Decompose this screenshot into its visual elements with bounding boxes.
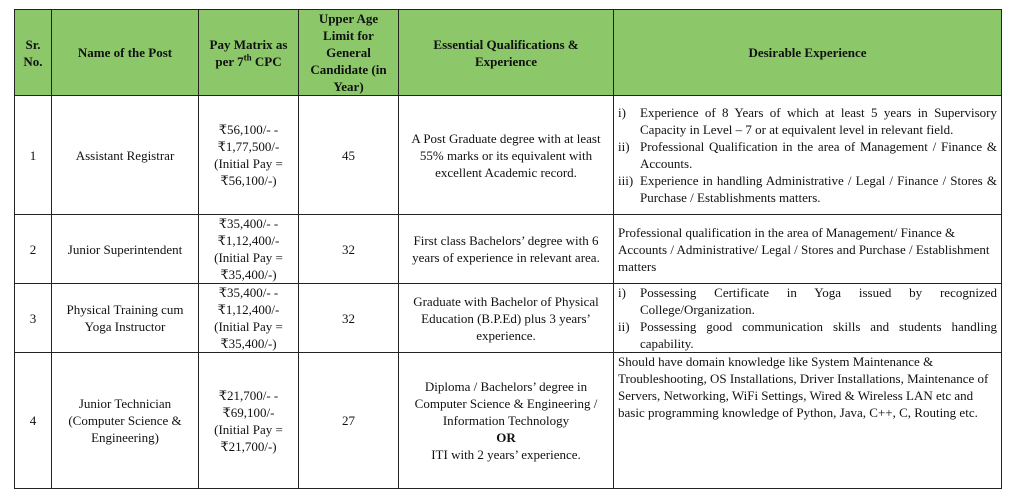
pay-line: ₹35,400/-)	[220, 336, 277, 351]
pay-line: ₹1,12,400/-	[217, 233, 280, 248]
cell-age-limit: 32	[299, 284, 399, 353]
cell-sr-no: 4	[15, 353, 52, 489]
cell-sr-no: 1	[15, 96, 52, 215]
pay-line: (Initial Pay =	[214, 319, 283, 334]
pay-line: ₹21,700/- -	[218, 387, 279, 403]
pay-line: ₹35,400/- -	[218, 216, 279, 231]
cell-desirable-experience	[614, 284, 1002, 353]
cell-post-name: Assistant Registrar	[52, 96, 199, 215]
cell-sr-no: 3	[15, 284, 52, 353]
header-desirable-experience: Desirable Experience	[614, 10, 1002, 96]
header-sr-no: Sr. No.	[15, 10, 52, 96]
cell-sr-no: 2	[15, 215, 52, 284]
cell-pay-matrix	[199, 284, 299, 353]
header-age-limit: Upper Age Limit for General Candidate (in Year)	[299, 10, 399, 96]
cell-post-name: Junior Superintendent	[52, 215, 199, 284]
table-row	[15, 284, 1002, 353]
cell-qualifications: A Post Graduate degree with at least 55% marks or its equivalent with excellent Academic record.	[399, 96, 614, 215]
header-row	[15, 10, 1002, 96]
list-item: i) Possessing Certificate in Yoga issued by recognized College/Organization.	[618, 285, 997, 317]
pay-line: (Initial Pay =	[214, 421, 283, 437]
pay-line: ₹69,100/-	[222, 404, 275, 420]
qualification-text: Diploma / Bachelors’ degree in Computer Science & Engineering / Information Technology	[414, 379, 598, 428]
cell-post-name: Physical Training cum Yoga Instructor	[52, 284, 199, 353]
pay-line: ₹56,100/-)	[220, 173, 277, 188]
table-row	[15, 353, 1002, 489]
header-qualifications: Essential Qualifications & Experience	[399, 10, 614, 96]
cell-desirable-experience: Professional qualification in the area of Management/ Finance & Accounts / Administrative/ Legal / Stores and Purchase / Establishment matters	[614, 215, 1002, 284]
cell-qualifications: Graduate with Bachelor of Physical Education (B.P.Ed) plus 3 years’ experience.	[399, 284, 614, 353]
cell-age-limit: 27	[299, 353, 399, 489]
qualification-or: OR	[496, 430, 516, 445]
list-item: ii) Possessing good communication skills and students handling capability.	[618, 319, 997, 351]
pay-line: ₹35,400/- -	[218, 285, 279, 300]
list-item: iii) Experience in handling Administrative / Legal / Finance / Stores & Purchase / Establishments matters.	[618, 173, 997, 205]
cell-qualifications	[399, 353, 614, 489]
pay-line: (Initial Pay =	[214, 250, 283, 265]
cell-age-limit: 32	[299, 215, 399, 284]
list-item: i) Experience of 8 Years of which at least 5 years in Supervisory Capacity in Level – 7 or at equivalent level in relevant field.	[618, 105, 997, 137]
cell-desirable-experience	[614, 96, 1002, 215]
cell-pay-matrix	[199, 353, 299, 489]
header-pay-matrix: Pay Matrix as per 7th CPC	[199, 10, 299, 96]
cell-age-limit: 45	[299, 96, 399, 215]
qualification-text: ITI with 2 years’ experience.	[431, 447, 581, 462]
cell-qualifications: First class Bachelors’ degree with 6 years of experience in relevant area.	[399, 215, 614, 284]
cell-pay-matrix	[199, 215, 299, 284]
cell-pay-matrix	[199, 96, 299, 215]
header-post-name: Name of the Post	[52, 10, 199, 96]
table-row	[15, 96, 1002, 215]
pay-line: ₹35,400/-)	[220, 267, 277, 282]
pay-line: ₹1,77,500/-	[217, 139, 280, 154]
pay-line: (Initial Pay =	[214, 156, 283, 171]
cell-post-name: Junior Technician (Computer Science & Engineering)	[52, 353, 199, 489]
list-item: ii) Professional Qualification in the area of Management / Finance & Accounts.	[618, 139, 997, 171]
pay-line: ₹1,12,400/-	[217, 302, 280, 317]
table-row	[15, 215, 1002, 284]
pay-line: ₹21,700/-)	[220, 438, 277, 454]
pay-line: ₹56,100/- -	[218, 122, 279, 137]
cell-desirable-experience: Should have domain knowledge like System Maintenance & Troubleshooting, OS Installations, Driver Installations, Maintenance of Servers, Networking, WiFi Settings, Wired & Wireless LAN etc and basic programming knowledge of Python, Java, C++, C, Routing etc.	[614, 353, 1002, 489]
posts-table	[14, 9, 1002, 489]
